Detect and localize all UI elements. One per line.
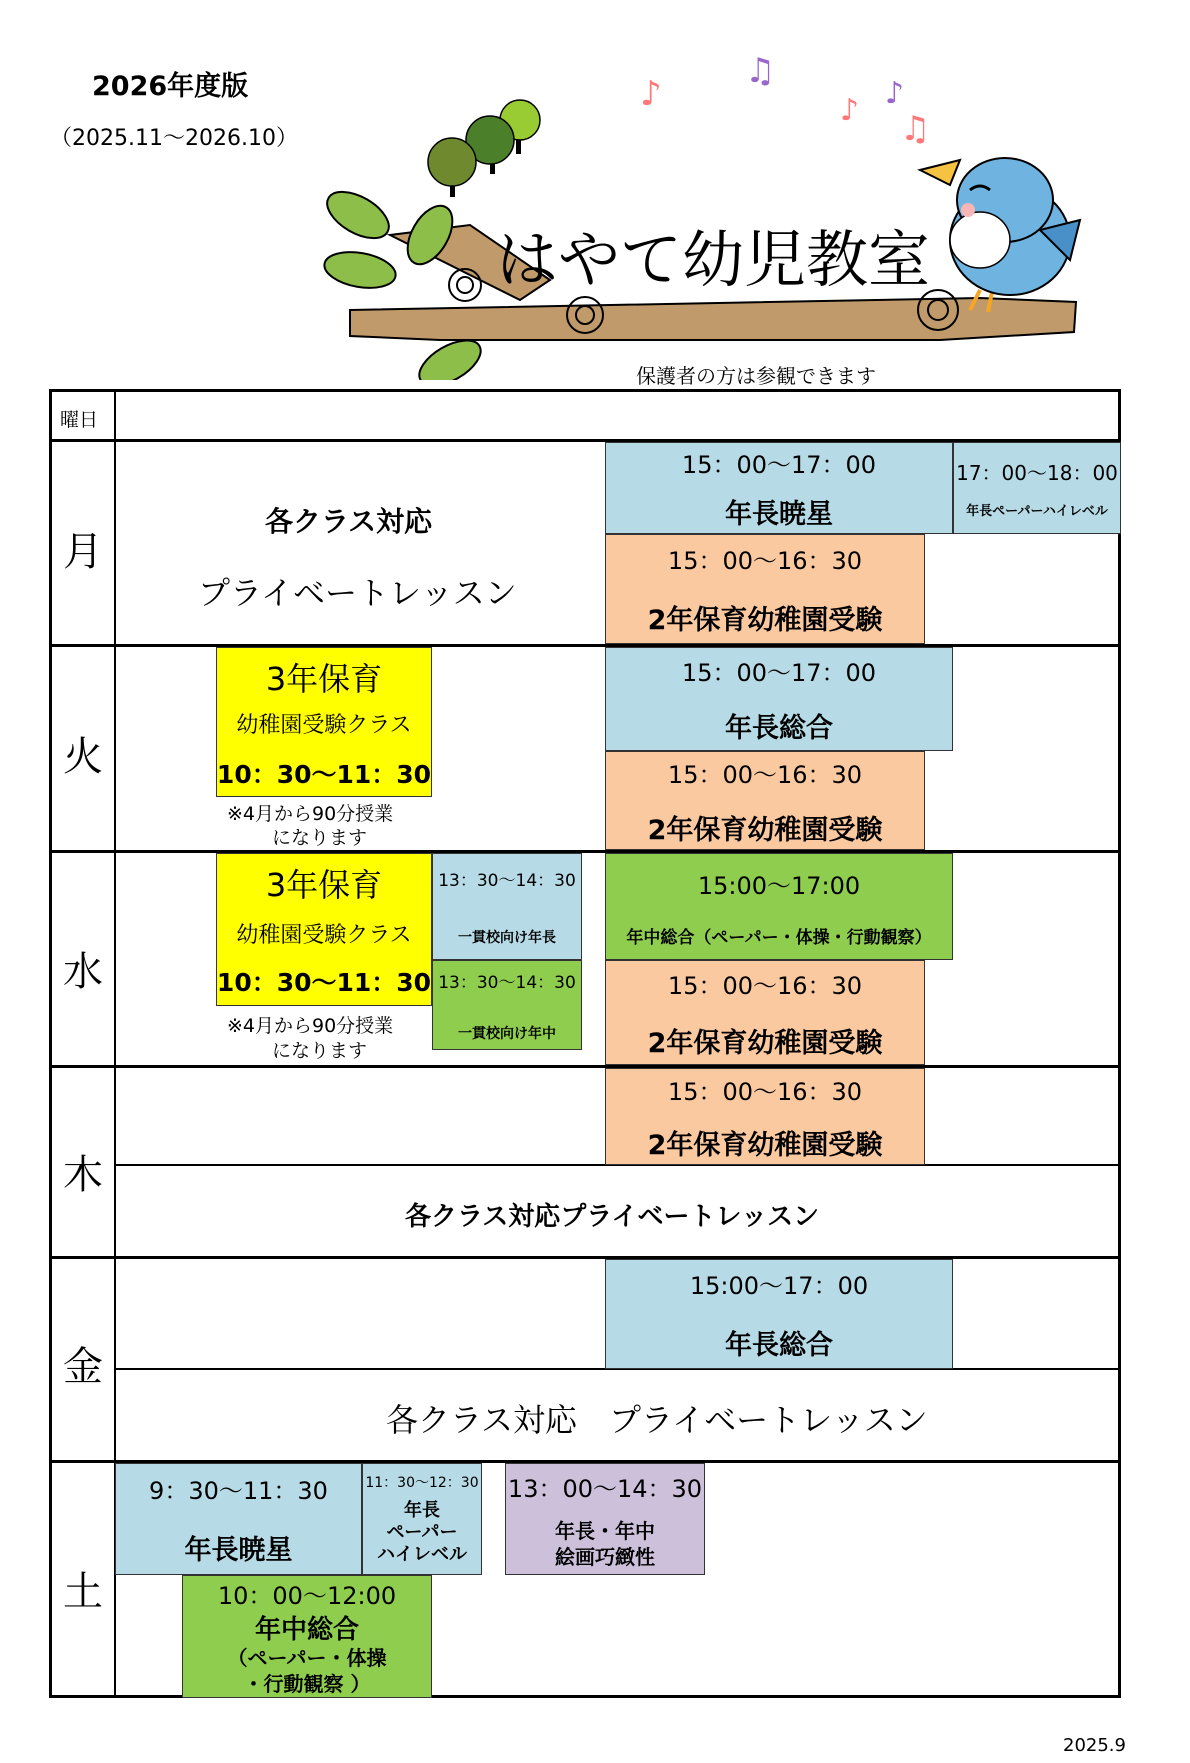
day-mon: 月 [63, 529, 103, 575]
wed-note-line2: になります [272, 1040, 368, 1062]
class-name: 年中総合（ペーパー・体操・行動観察） [626, 927, 932, 948]
footer-date: 2025.9 [1063, 1735, 1126, 1756]
day-wed: 水 [63, 949, 103, 995]
class-name-line3: ハイレベル [377, 1544, 467, 1565]
class-name-line1: 年長・年中 [555, 1518, 655, 1543]
edition-label: 2026年度版 [92, 71, 249, 102]
class-name: 年長暁星 [725, 499, 833, 530]
class-time: 13：30～14：30 [438, 871, 576, 891]
day-thu: 木 [63, 1152, 103, 1198]
wed-nenho2-block [605, 960, 925, 1065]
class-name-line1: 年長 [404, 1500, 440, 1521]
mon-private-line2: プライベートレッスン [198, 574, 517, 612]
school-name: はやて幼児教室 [496, 226, 931, 295]
mon-nenho2-block [605, 534, 925, 644]
class-name-line3: ・行動観察 ） [243, 1672, 371, 1696]
class-name: 2年保育幼稚園受験 [647, 1129, 883, 1161]
class-time: 15：00～16：30 [667, 547, 863, 575]
class-time: 10：30～11：30 [216, 968, 432, 997]
wed-nenchu-sogo-block [605, 853, 953, 960]
class-sub: 幼稚園受験クラス [236, 923, 412, 948]
class-time: 9：30～11：30 [149, 1477, 328, 1505]
class-sub: 幼稚園受験クラス [236, 712, 412, 738]
tue-nenho2-block [605, 751, 925, 850]
class-name-line1: 年中総合 [254, 1615, 359, 1645]
day-header: 曜日 [60, 409, 99, 431]
class-time: 15：00～17：00 [681, 659, 877, 687]
mon-nencho-gyosei-block [605, 442, 953, 534]
class-time: 15：00～17：00 [681, 451, 877, 479]
bird-icon [920, 158, 1080, 312]
music-note-icon: ♪ [640, 74, 662, 114]
class-time: 17：00～18：00 [956, 461, 1118, 485]
music-note-icon: ♫ [900, 109, 931, 149]
sat-gyosei-block [115, 1463, 362, 1575]
tue-note-line1: ※4月から90分授業 [227, 803, 394, 825]
fri-sogo-block [605, 1259, 953, 1369]
thu-nenho2-block [605, 1068, 925, 1165]
class-name: 2年保育幼稚園受験 [647, 1027, 883, 1059]
class-name-line2: 絵画巧緻性 [555, 1544, 655, 1569]
fri-private: 各クラス対応 プライベートレッスン [386, 1401, 928, 1439]
parent-note: 保護者の方は参観できます [636, 364, 876, 388]
class-name: 2年保育幼稚園受験 [647, 605, 883, 636]
thu-private: 各クラス対応プライベートレッスン [405, 1202, 820, 1232]
wed-ikkan-nencho-block [432, 853, 582, 960]
music-note-icon: ♪ [840, 93, 860, 128]
class-name: 年長ペーパーハイレベル [966, 504, 1108, 519]
class-name: 一貫校向け年長 [458, 930, 556, 946]
tue-3nenho-block [216, 647, 432, 797]
day-tue: 火 [63, 734, 103, 780]
class-name: 2年保育幼稚園受験 [647, 814, 883, 846]
class-title: 3年保育 [265, 659, 383, 698]
class-name-line2: （ペーパー・体操 [227, 1646, 387, 1670]
class-name: 年長暁星 [184, 1535, 293, 1566]
mon-private-line1: 各クラス対応 [265, 505, 433, 538]
class-time: 15：00～16：30 [667, 760, 863, 789]
class-time: 13：30～14：30 [438, 972, 576, 993]
mon-paper-block [953, 442, 1121, 534]
tree-icon [428, 100, 540, 197]
class-time: 11：30～12：30 [365, 1475, 479, 1491]
wed-note-line1: ※4月から90分授業 [227, 1015, 394, 1037]
sat-kaiga-block [505, 1463, 705, 1575]
class-time: 10：00～12:00 [217, 1582, 397, 1610]
class-time: 15:00～17：00 [689, 1272, 869, 1300]
tue-note-line2: になります [272, 827, 368, 849]
leaf-icon [320, 182, 488, 380]
music-note-icon: ♫ [745, 51, 776, 91]
class-time: 13：00～14：30 [507, 1474, 703, 1503]
class-name-line2: ペーパー [386, 1522, 458, 1543]
day-sat: 土 [63, 1569, 103, 1615]
sat-nenchu-block [182, 1575, 432, 1698]
wed-ikkan-nenchu-block [432, 960, 582, 1050]
class-time: 10：30～11：30 [216, 759, 432, 789]
class-name: 一貫校向け年中 [458, 1025, 556, 1042]
class-name: 年長総合 [725, 1330, 833, 1361]
period-label: （2025.11～2026.10） [50, 126, 298, 151]
class-time: 15:00～17:00 [697, 871, 861, 900]
tue-sogo-block [605, 647, 953, 751]
class-name: 年長総合 [725, 713, 833, 744]
sat-paper-block [362, 1463, 482, 1575]
class-title: 3年保育 [265, 866, 383, 904]
class-time: 15：00～16：30 [667, 971, 863, 1000]
class-time: 15：00～16：30 [667, 1077, 863, 1106]
day-fri: 金 [63, 1344, 103, 1390]
music-note-icon: ♪ [885, 76, 905, 111]
wed-3nenho-block [216, 853, 432, 1006]
